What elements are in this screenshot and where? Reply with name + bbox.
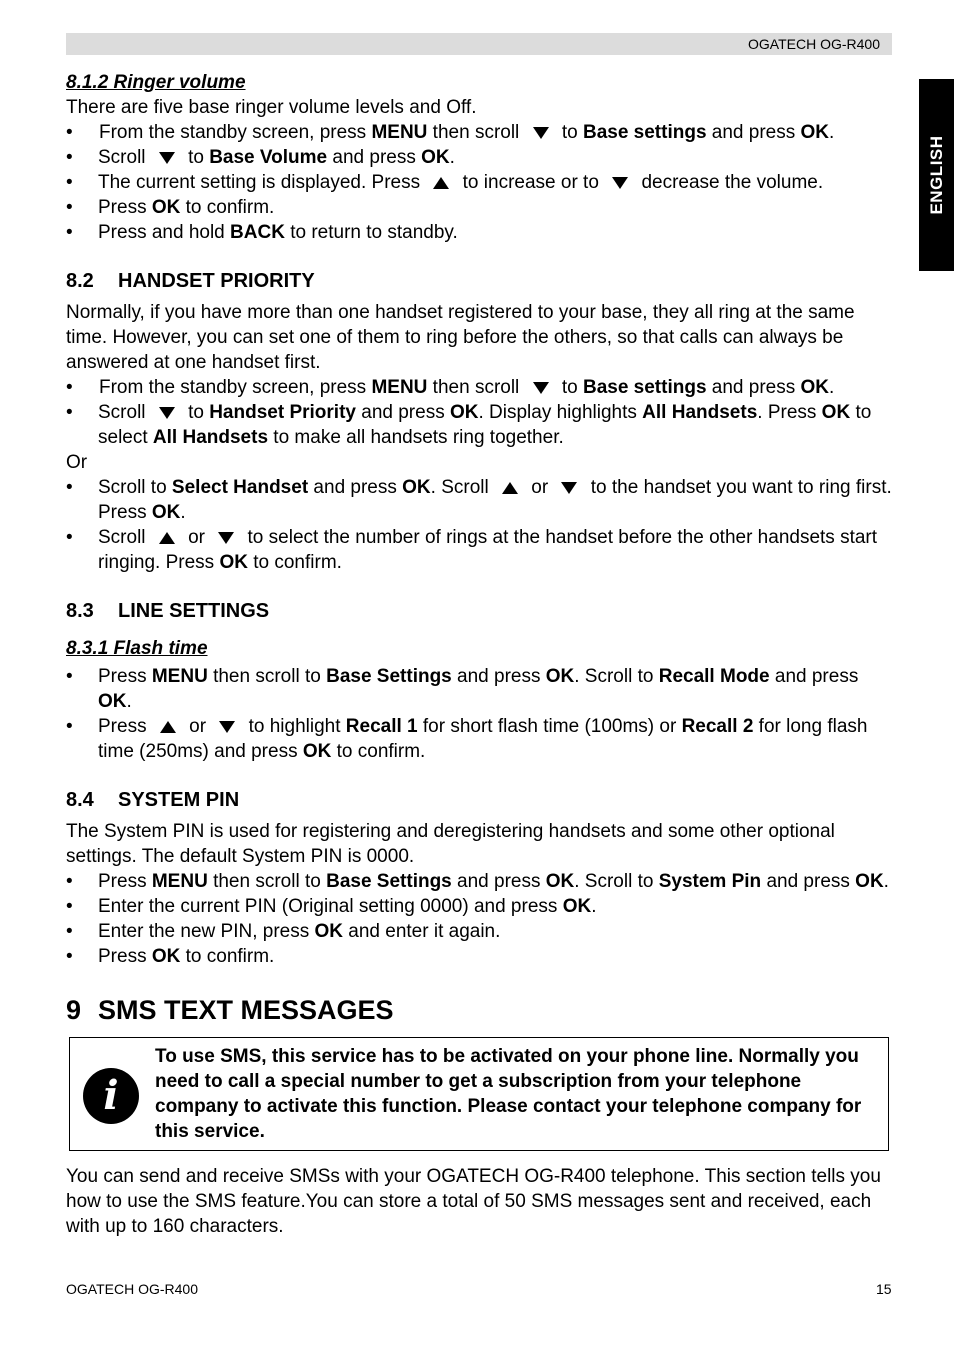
page-number: 15 (876, 1281, 892, 1297)
ringer-steps (66, 120, 892, 245)
footer-product: OGATECH OG-R400 (66, 1281, 198, 1297)
system-pin-steps (66, 869, 892, 969)
down-arrow-icon (159, 407, 175, 419)
list-item: • Press and hold BACK to return to standby. (66, 220, 892, 245)
handset-priority-intro: Normally, if you have more than one handset registered to your base, they all ring at the same time. However, you can set one of them to ring before the others, so that calls can always be answered at one handset first. (66, 302, 855, 373)
list-item: • The current setting is displayed. Press to increase or to decrease the volume. (66, 170, 892, 195)
section-title-8-4: 8.4 SYSTEM PIN (66, 789, 240, 811)
handset-priority-steps (66, 375, 892, 450)
system-pin-intro: The System PIN is used for registering and deregistering handsets and some other optional settings. The default System PIN is 0000. (66, 821, 835, 867)
list-item: • Enter the current PIN (Original setting 0000) and press OK. (66, 894, 892, 919)
info-note (69, 1037, 889, 1151)
list-item: • Press OK to confirm. (66, 195, 892, 220)
list-item: • Scroll to Handset Priority and press OK. Display highlights All Handsets. Press OK to select All Handsets to make all handsets ring together. (66, 400, 892, 450)
info-note-text: To use SMS, this service has to be activated on your phone line. Normally you need to call a special number to get a subscription from your telephone company to activate this function. Please contact your telephone company for this service. (155, 1046, 862, 1142)
down-arrow-icon (533, 127, 549, 139)
list-item: • Scroll to Select Handset and press OK. Scroll or to the handset you want to ring first. Press OK. (66, 475, 892, 525)
language-tab-label: ENGLISH (926, 135, 946, 215)
list-item: • Press or to highlight Recall 1 for short flash time (100ms) or Recall 2 for long flash time (250ms) and press OK to confirm. (66, 714, 892, 764)
up-arrow-icon (433, 177, 449, 189)
chapter-title-9: 9 SMS TEXT MESSAGES (66, 995, 394, 1025)
list-item: • Scroll to Base Volume and press OK. (66, 145, 892, 170)
list-item: • Press OK to confirm. (66, 944, 892, 969)
ringer-intro: There are five base ringer volume levels and Off. (66, 97, 477, 118)
down-arrow-icon (159, 152, 175, 164)
up-arrow-icon (160, 721, 176, 733)
up-arrow-icon (159, 532, 175, 544)
list-item: • From the standby screen, press MENU then scroll to Base settings and press OK. (66, 120, 892, 145)
subsection-title-8-3-1: 8.3.1 Flash time (66, 638, 208, 659)
header-bar (66, 33, 892, 55)
subsection-title-8-1-2: 8.1.2 Ringer volume (66, 72, 246, 93)
down-arrow-icon (561, 482, 577, 494)
down-arrow-icon (533, 382, 549, 394)
down-arrow-icon (612, 177, 628, 189)
language-tab (919, 79, 954, 271)
list-item: • From the standby screen, press MENU then scroll to Base settings and press OK. (66, 375, 892, 400)
section-title-8-2: 8.2 HANDSET PRIORITY (66, 270, 315, 292)
list-item: • Scroll or to select the number of rings at the handset before the other handsets start ringing. Press OK to confirm. (66, 525, 892, 575)
section-title-8-3: 8.3 LINE SETTINGS (66, 600, 270, 622)
down-arrow-icon (218, 532, 234, 544)
info-icon: i (83, 1068, 139, 1124)
page-content (66, 70, 892, 1239)
list-item: • Press MENU then scroll to Base Settings and press OK. Scroll to System Pin and press OK. (66, 869, 892, 894)
down-arrow-icon (219, 721, 235, 733)
sms-intro: You can send and receive SMSs with your OGATECH OG-R400 telephone. This section tells you how to use the SMS feature.You can store a total of 50 SMS messages sent and received, each with up to 160 characters. (66, 1166, 881, 1237)
handset-priority-steps-alt (66, 475, 892, 575)
up-arrow-icon (502, 482, 518, 494)
header-product: OGATECH OG-R400 (748, 36, 880, 52)
flash-time-steps (66, 664, 892, 764)
list-item: • Enter the new PIN, press OK and enter it again. (66, 919, 892, 944)
list-item: • Press MENU then scroll to Base Settings and press OK. Scroll to Recall Mode and press OK. (66, 664, 892, 714)
or-label: Or (66, 452, 88, 473)
